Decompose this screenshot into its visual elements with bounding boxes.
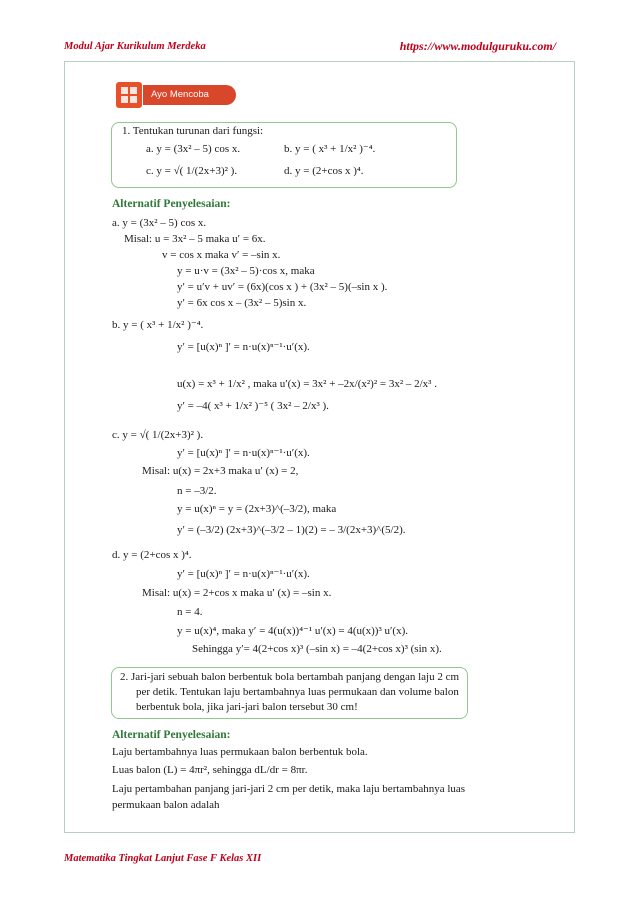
solution-b-line: u(x) = x³ + 1/x² , maka u′(x) = 3x² + –2x/(x²)² = 3x² – 2/x³ . <box>177 378 437 390</box>
solution-a-line: a. y = (3x² – 5) cos x. <box>112 217 207 229</box>
solution-heading-2: Alternatif Penyelesaian: <box>112 729 231 741</box>
solution-b-line: b. y = ( x³ + 1/x² )⁻⁴. <box>112 319 204 331</box>
solution-2-line: permukaan balon adalah <box>112 799 220 811</box>
solution-b-line: y′ = [u(x)ⁿ ]′ = n·u(x)ⁿ⁻¹·u′(x). <box>177 341 310 353</box>
solution-d-line: Misal: u(x) = 2+cos x maka u′ (x) = –sin x. <box>142 587 332 599</box>
solution-a-line: y = u·v = (3x² – 5)·cos x, maka <box>177 265 315 277</box>
solution-a-line: y′ = 6x cos x – (3x² – 5)sin x. <box>177 297 307 309</box>
solution-a-line: y′ = u′v + uv′ = (6x)(cos x ) + (3x² – 5)(–sin x ). <box>177 281 388 293</box>
solution-c-line: n = –3/2. <box>177 485 217 497</box>
activity-icon <box>116 82 142 108</box>
solution-d-line: d. y = (2+cos x )⁴. <box>112 549 192 561</box>
solution-2-line: Laju pertambahan panjang jari-jari 2 cm per detik, maka laju bertambahnya luas <box>112 783 466 795</box>
solution-d-line: Sehingga y′= 4(2+cos x)³ (–sin x) = –4(2+cos x)³ (sin x). <box>192 643 442 655</box>
solution-2-line: Luas balon (L) = 4πr², sehingga dL/dr = 8πr. <box>112 764 308 776</box>
solution-c-line: Misal: u(x) = 2x+3 maka u′ (x) = 2, <box>142 465 299 477</box>
question-1d: d. y = (2+cos x )⁴. <box>284 165 364 177</box>
solution-2-line: Laju bertambahnya luas permukaan balon berbentuk bola. <box>112 746 368 758</box>
question-2-line: 2. Jari-jari sebuah balon berbentuk bola bertambah panjang dengan laju 2 cm <box>120 671 460 683</box>
question-1c: c. y = √( 1/(2x+3)² ). <box>146 165 238 177</box>
ayo-mencoba-badge: Ayo Mencoba <box>143 85 236 105</box>
solution-c-line: c. y = √( 1/(2x+3)² ). <box>112 429 204 441</box>
solution-c-line: y = u(x)ⁿ = y = (2x+3)^(–3/2), maka <box>177 503 337 515</box>
question-1-prompt: 1. Tentukan turunan dari fungsi: <box>122 125 264 137</box>
solution-a-line: Misal: u = 3x² – 5 maka u′ = 6x. <box>124 233 266 245</box>
question-1a: a. y = (3x² – 5) cos x. <box>146 143 241 155</box>
solution-d-line: y = u(x)⁴, maka y′ = 4(u(x))⁴⁻¹ u′(x) = 4(u(x))³ u′(x). <box>177 625 409 637</box>
solution-heading-1: Alternatif Penyelesaian: <box>112 198 231 210</box>
header-module-title: Modul Ajar Kurikulum Merdeka <box>64 41 206 52</box>
solution-d-line: n = 4. <box>177 606 203 618</box>
question-2-line: berbentuk bola, jika jari-jari balon tersebut 30 cm! <box>136 701 358 713</box>
solution-a-line: v = cos x maka v′ = –sin x. <box>162 249 281 261</box>
question-2-line: per detik. Tentukan laju bertambahnya luas permukaan dan volume balon <box>136 686 459 698</box>
header-url-link[interactable]: https://www.modulguruku.com/ <box>399 39 556 53</box>
solution-d-line: y′ = [u(x)ⁿ ]′ = n·u(x)ⁿ⁻¹·u′(x). <box>177 568 310 580</box>
footer-book-title: Matematika Tingkat Lanjut Fase F Kelas XII <box>64 853 262 864</box>
solution-c-line: y′ = (–3/2) (2x+3)^(–3/2 – 1)(2) = – 3/(2x+3)^(5/2). <box>177 524 406 536</box>
solution-c-line: y′ = [u(x)ⁿ ]′ = n·u(x)ⁿ⁻¹·u′(x). <box>177 447 310 459</box>
solution-b-line: y′ = –4( x³ + 1/x² )⁻⁵ ( 3x² – 2/x³ ). <box>177 400 329 412</box>
question-1b: b. y = ( x³ + 1/x² )⁻⁴. <box>284 143 376 155</box>
